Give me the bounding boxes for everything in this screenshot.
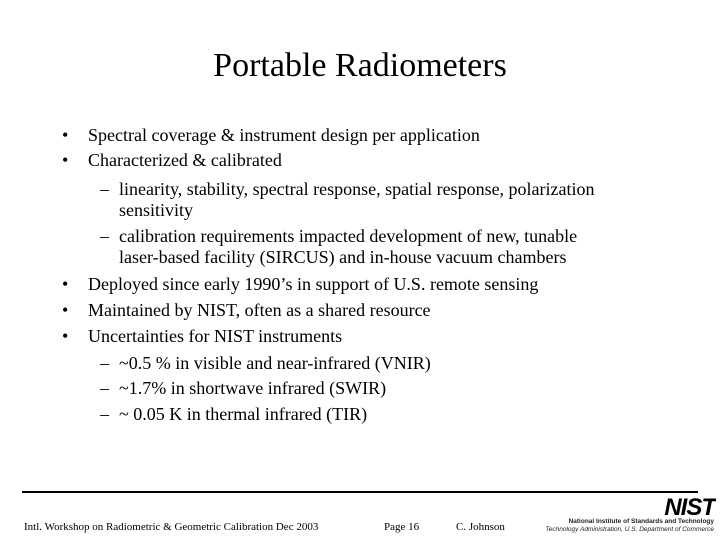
bullet-marker: • (62, 274, 69, 294)
sub-bullet-continuation: sensitivity (119, 200, 194, 220)
nist-logo (654, 495, 716, 517)
sub-bullet-continuation: laser-based facility (SIRCUS) and in-house vacuum chambers (119, 247, 567, 267)
bullet-marker: • (62, 125, 69, 145)
sub-bullet-marker: – (100, 226, 109, 246)
sub-bullet-marker: – (100, 353, 109, 373)
nist-name-line-2: Technology Administration, U.S. Department of Commerce (545, 526, 714, 533)
sub-bullet-text: calibration requirements impacted development of new, tunable (119, 226, 578, 246)
nist-name-line-1: National Institute of Standards and Technology (568, 518, 714, 525)
nist-organization-name (542, 518, 714, 534)
bullet-text: Characterized & calibrated (88, 150, 282, 170)
sub-bullet-marker: – (100, 404, 109, 424)
bullet-marker: • (62, 300, 69, 320)
sub-bullet-marker: – (100, 179, 109, 199)
slide-title: Portable Radiometers (213, 47, 507, 84)
bullet-text: Spectral coverage & instrument design per application (88, 125, 480, 145)
nist-logo-text: NIST (664, 495, 715, 517)
bullet-text: Uncertainties for NIST instruments (88, 326, 343, 346)
footer-page-number: Page 16 (384, 521, 420, 533)
bullet-marker: • (62, 150, 69, 170)
bullet-text: Maintained by NIST, often as a shared resource (88, 300, 431, 320)
sub-bullet-marker: – (100, 378, 109, 398)
sub-bullet-text: ~ 0.05 K in thermal infrared (TIR) (119, 404, 368, 424)
sub-bullet-text: linearity, stability, spectral response, spatial response, polarization (119, 179, 595, 199)
footer-author: C. Johnson (456, 521, 505, 533)
footer-divider (22, 491, 698, 493)
sub-bullet-text: ~1.7% in shortwave infrared (SWIR) (119, 378, 387, 398)
bullet-text: Deployed since early 1990’s in support of U.S. remote sensing (88, 274, 539, 294)
footer-event: Intl. Workshop on Radiometric & Geometric Calibration Dec 2003 (24, 521, 319, 533)
sub-bullet-text: ~0.5 % in visible and near-infrared (VNIR) (119, 353, 431, 373)
bullet-marker: • (62, 326, 69, 346)
